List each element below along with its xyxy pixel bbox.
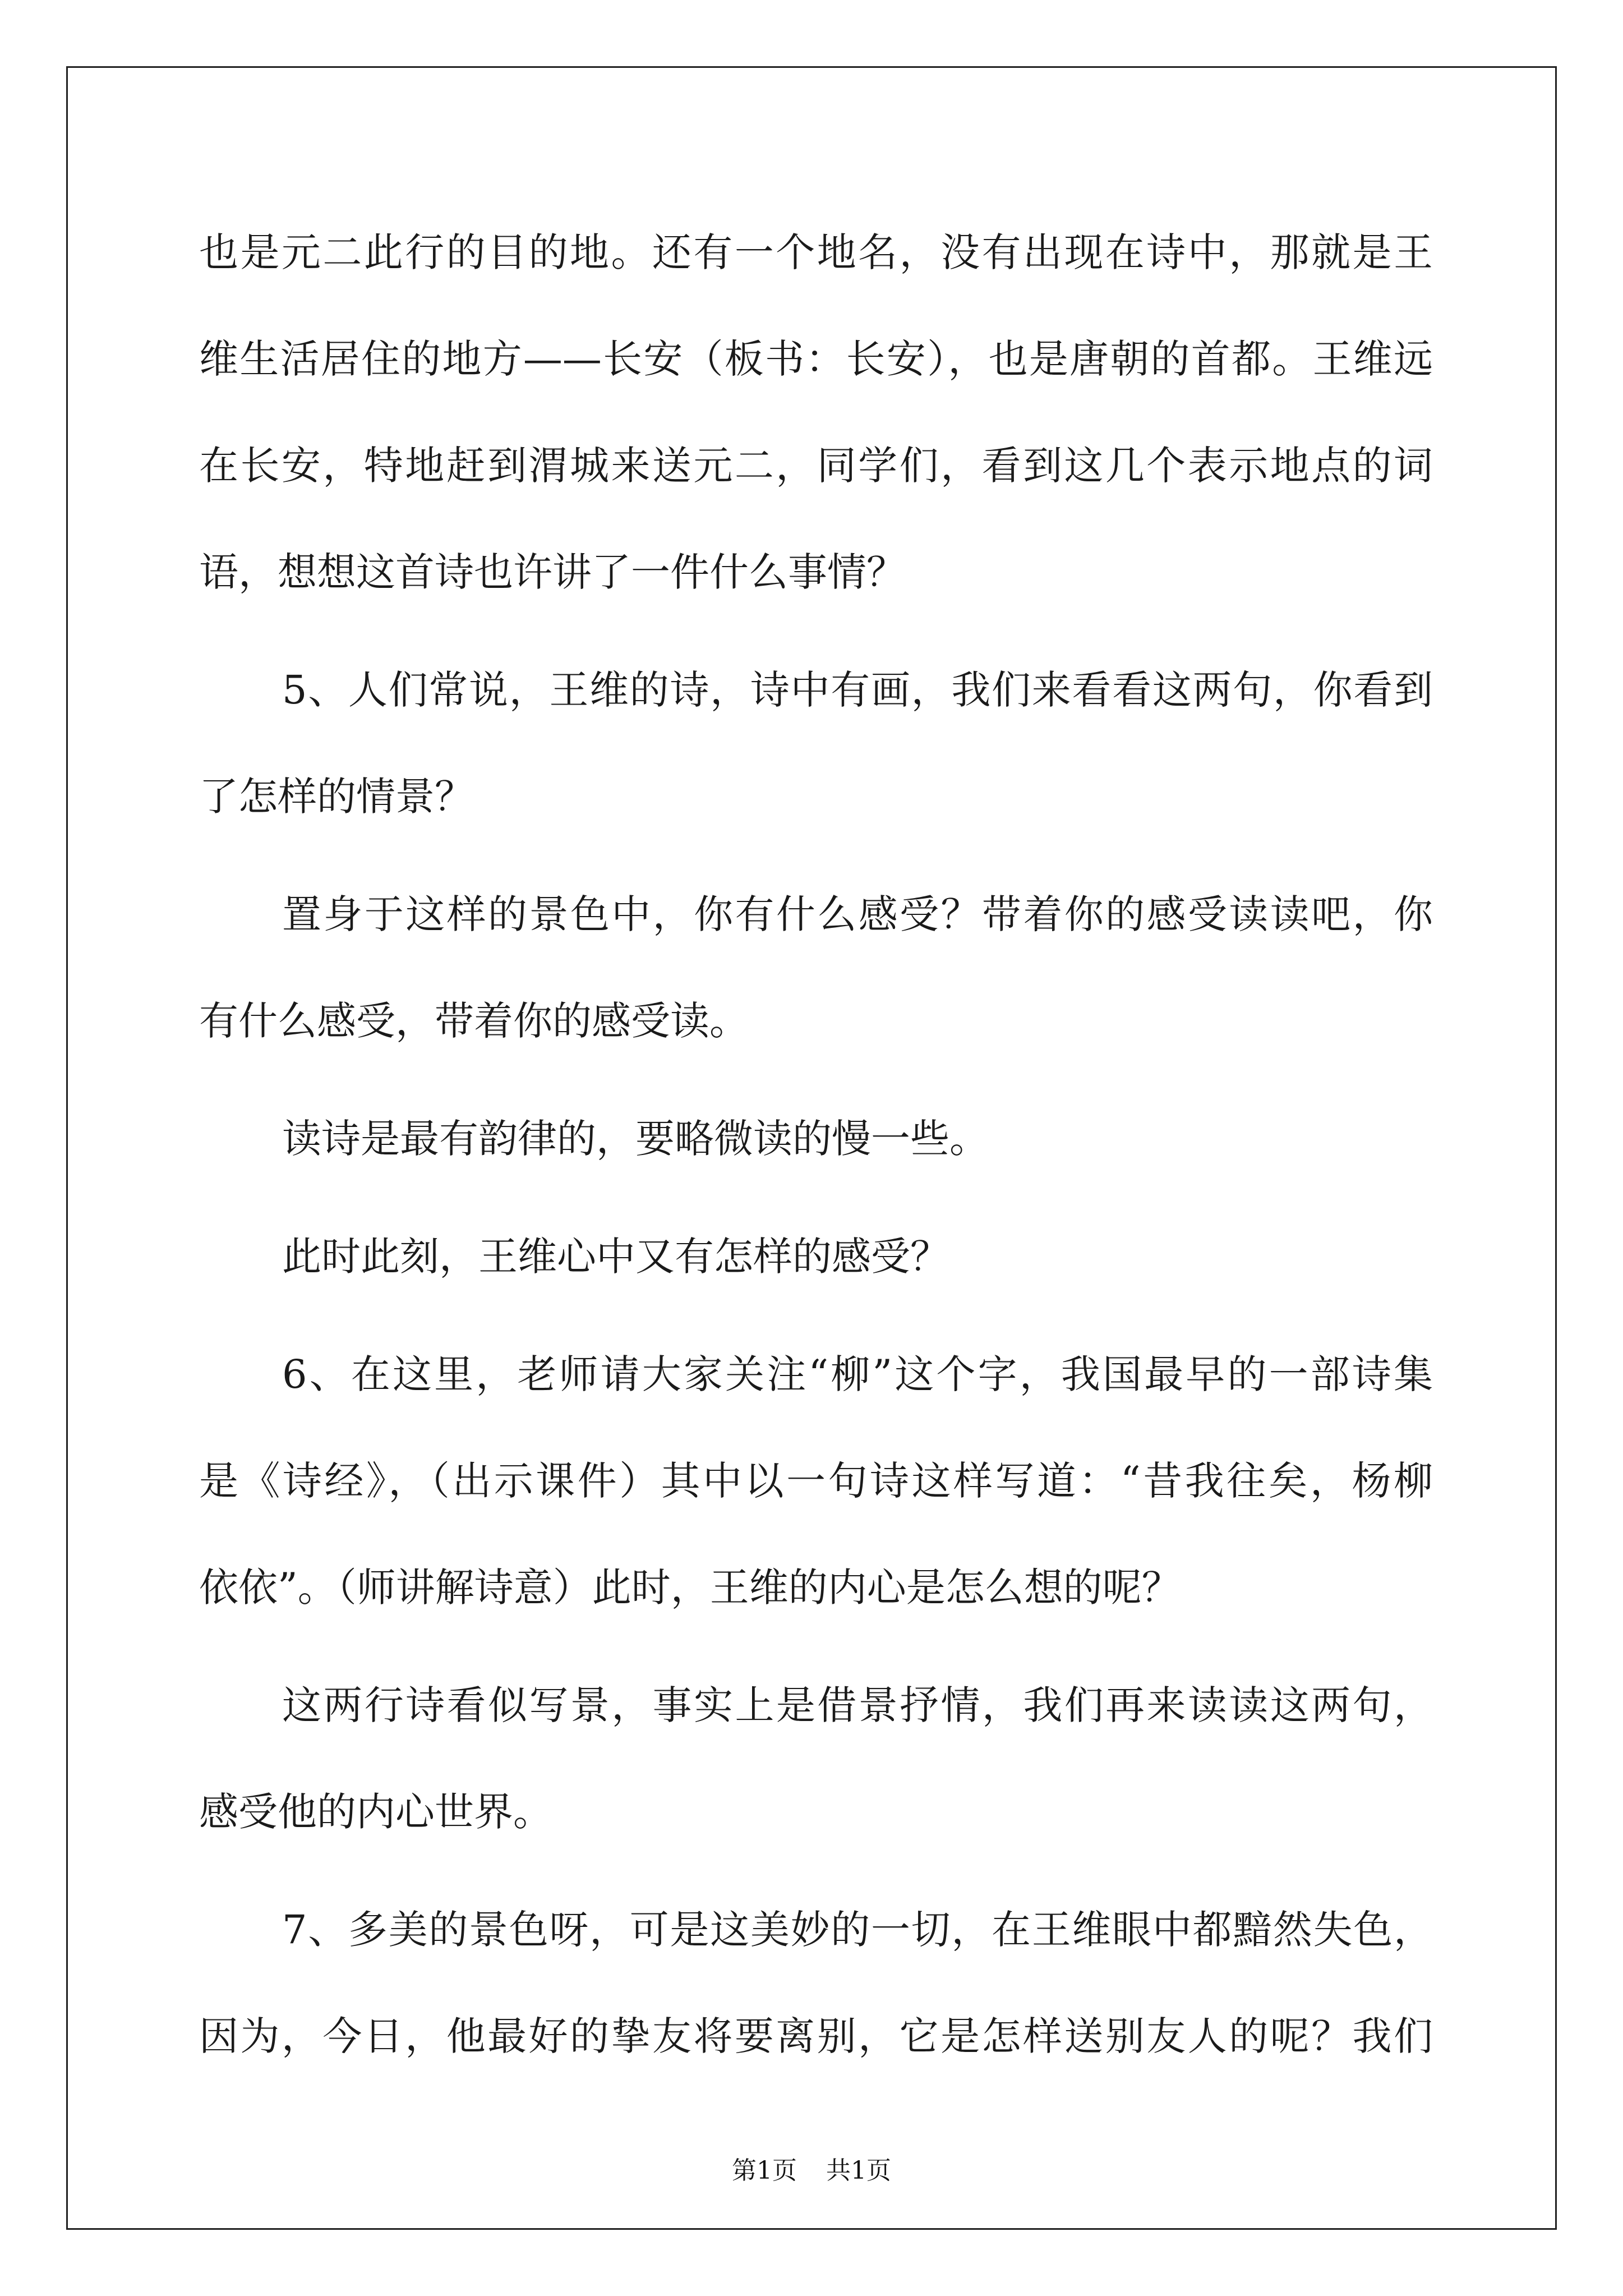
text-line: 语，想想这首诗也许讲了一件什么事情？ <box>199 549 906 595</box>
text-line: 是《诗经》，（出示课件）其中以一句诗这样写道：“昔我往矣，杨柳 <box>199 1458 1433 1504</box>
text-line: 维生活居住的地方——长安（板书：长安），也是唐朝的首都。王维远 <box>199 336 1433 382</box>
text-line: 也是元二此行的目的地。还有一个地名，没有出现在诗中，那就是王 <box>199 229 1433 275</box>
paragraph-5-line-1: 5、人们常说，王维的诗，诗中有画，我们来看看这两句，你看到 <box>282 667 1433 713</box>
text-line: 有什么感受，带着你的感受读。 <box>199 998 749 1044</box>
paragraph-scenery-emotion-line-1: 这两行诗看似写景，事实上是借景抒情，我们再来读读这两句， <box>282 1682 1433 1728</box>
paragraph-this-moment: 此时此刻，王维心中又有怎样的感受？ <box>282 1234 949 1280</box>
page-number: 第1页 <box>732 2156 797 2185</box>
text-line: 感受他的内心世界。 <box>199 1789 552 1835</box>
paragraph-6-line-1: 6、在这里，老师请大家关注“柳”这个字，我国最早的一部诗集 <box>282 1351 1433 1397</box>
paragraph-feeling-line-1: 置身于这样的景色中，你有什么感受？带着你的感受读读吧，你 <box>282 891 1433 937</box>
text-line: 因为，今日，他最好的挚友将要离别，它是怎样送别友人的呢？我们 <box>199 2013 1433 2059</box>
paragraph-7-line-1: 7、多美的景色呀，可是这美妙的一切，在王维眼中都黯然失色， <box>282 1907 1433 1953</box>
paragraph-read-slowly: 读诗是最有韵律的，要略微读的慢一些。 <box>282 1116 989 1162</box>
text-line: 依依”。（师讲解诗意）此时，王维的内心是怎么想的呢？ <box>199 1565 1181 1611</box>
text-line: 了怎样的情景？ <box>199 774 474 820</box>
text-line: 在长安，特地赶到渭城来送元二，同学们，看到这几个表示地点的词 <box>199 443 1433 489</box>
page-footer <box>0 2154 1623 2188</box>
page-total: 共1页 <box>826 2156 891 2185</box>
